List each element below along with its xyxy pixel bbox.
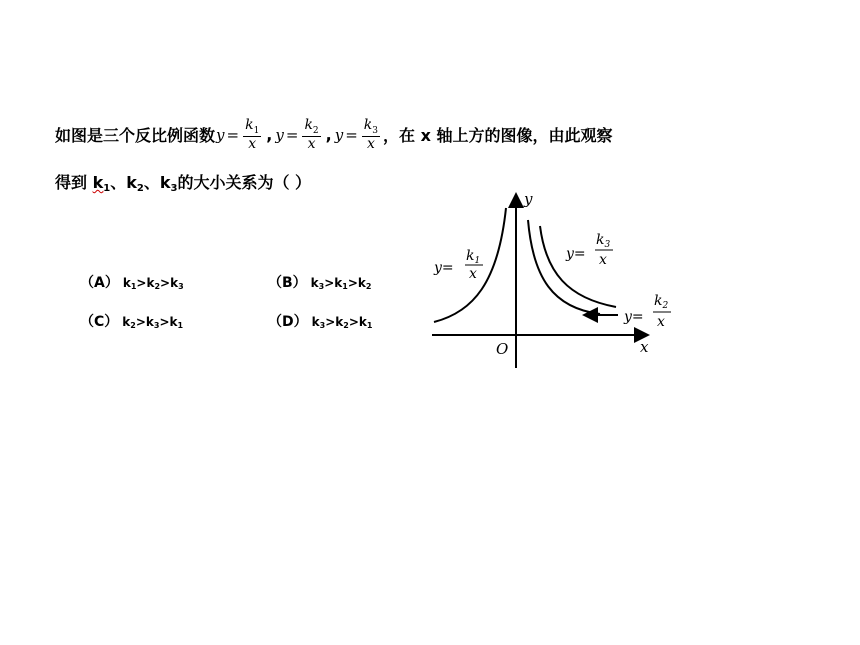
svg-text:y=: y= <box>566 246 586 262</box>
svg-text:x: x <box>657 314 665 330</box>
formula-y-k1-over-x: y = $\frac{k_1}{x}$ <box>216 117 260 153</box>
question-text-suffix: ，在 x 轴上方的图像，由此观察 <box>383 126 613 146</box>
formula-y-k2-over-x: y = $\frac{k_2}{x}$ <box>275 117 319 153</box>
label-k2 <box>623 293 671 330</box>
option-b[interactable]: （B） $k_3>k_1>k_2$ <box>268 275 372 291</box>
question-line-1: 如图是三个反比例函数 y = $\frac{k_1}{x}$ , y = $\frac{k_2}{x}$ , y = $\frac{k_3}{x}$ ，在 x 轴上方的图像，由此观察 <box>55 117 613 153</box>
x-axis-label: x <box>640 338 649 356</box>
option-d[interactable]: （D） $k_3>k_2>k_1$ <box>268 314 373 330</box>
k2-token: $k_2$ <box>126 173 144 194</box>
svg-text:k3: $k_3$ <box>596 232 611 250</box>
svg-text:y=: y= <box>434 260 454 276</box>
svg-text:x: x <box>469 266 477 282</box>
question-text-prefix: 如图是三个反比例函数 <box>55 126 216 146</box>
svg-text:k1: $k_1$ <box>466 248 481 266</box>
formula-y-k3-over-x: y = $\frac{k_3}{x}$ <box>334 117 379 153</box>
svg-text:k2: $k_2$ <box>654 293 669 311</box>
svg-text:y=: y= <box>624 309 644 325</box>
option-a[interactable]: （A） $k_1>k_2>k_3$ <box>80 275 184 291</box>
option-c[interactable]: （C） $k_2>k_3>k_1$ <box>80 314 184 330</box>
label-k1 <box>433 248 483 282</box>
k3-token: $k_3$ <box>159 173 178 194</box>
question-line-2: 得到 $k_1$、$k_2$、$k_3$的大小关系为（ ） <box>55 173 312 194</box>
k1-token: $k_1$ <box>92 173 111 194</box>
y-axis-label: y <box>524 190 533 208</box>
hyperbola-graph <box>428 188 688 373</box>
svg-text:x: x <box>599 252 607 268</box>
label-k3 <box>565 232 613 268</box>
origin-label: O <box>496 340 509 358</box>
